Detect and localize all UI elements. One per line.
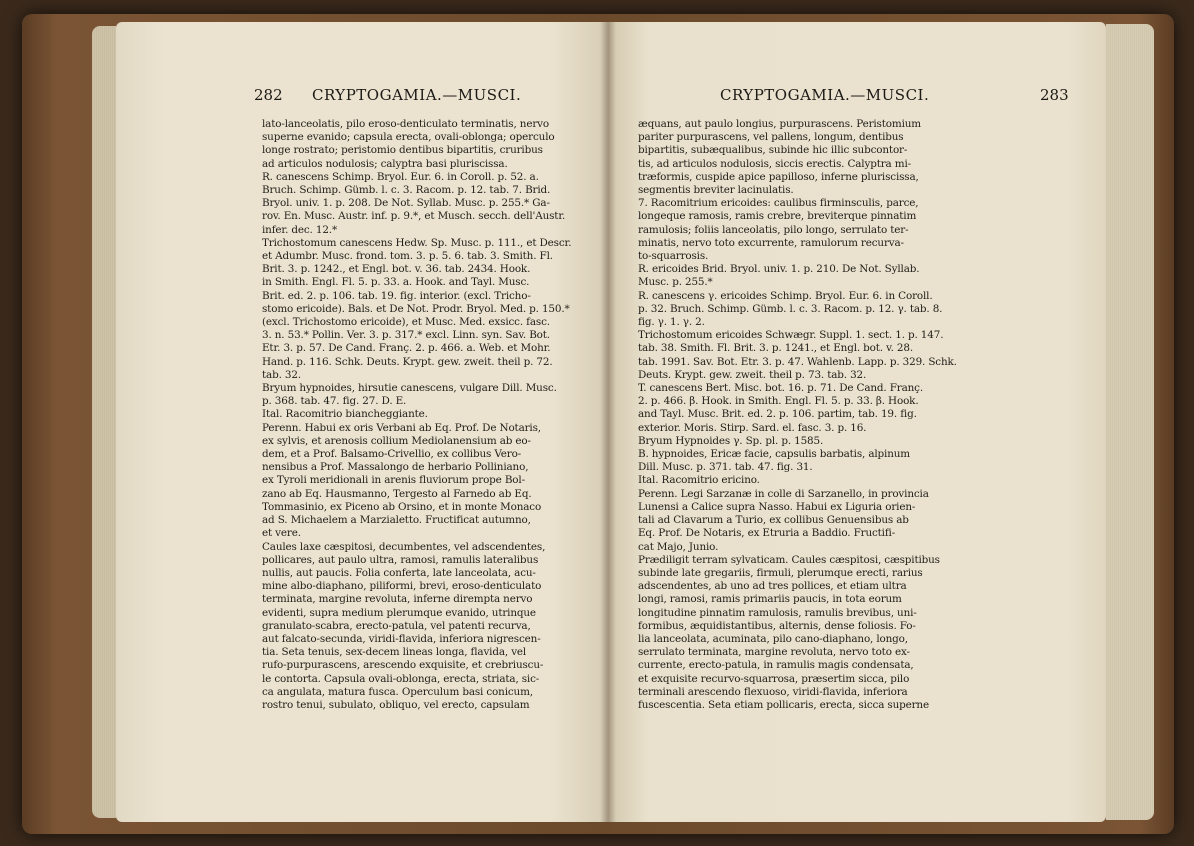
text-line: nensibus a Prof. Massalongo de herbario Polliniano, [262,461,529,474]
text-line: Ital. Racomitrio biancheggiante. [262,408,428,421]
text-line: T. canescens Bert. Misc. bot. 16. p. 71. De Cand. Franç. [638,382,924,395]
text-line: et exquisite recurvo-squarrosa, præsertim sicca, pilo [638,672,910,685]
text-line: Caules laxe cæspitosi, decumbentes, vel adscendentes, [262,540,546,553]
text-line: fig. γ. 1. γ. 2. [638,316,705,329]
text-line: æquans, aut paulo longius, purpurascens. Peristomium [638,118,921,130]
text-line: 2. p. 466. β. Hook. in Smith. Engl. Fl. 5. p. 33. β. Hook. [638,395,919,408]
left-page [116,22,608,822]
text-line: formibus, æquidistantibus, alternis, dense foliosis. Fo- [638,619,916,632]
text-line: Trichostomum canescens Hedw. Sp. Musc. p. 111., et Descr. [262,236,572,249]
text-line: lato-lanceolatis, pilo eroso-denticulato terminatis, nervo [262,118,549,130]
text-line: R. canescens γ. ericoides Schimp. Bryol. Eur. 6. in Coroll. [638,289,933,302]
text-line: tis, ad articulos nodulosis, siccis erectis. Calyptra mi- [638,157,911,170]
text-line: Eq. Prof. De Notaris, ex Etruria a Baddio. Fructifi- [638,527,896,540]
text-line: granulato-scabra, erecto-patula, vel patenti recurva, [262,619,531,632]
text-line: terminali arescendo flexuoso, viridi-flavida, inferiora [638,685,908,698]
text-line: træformis, cuspide apice papilloso, inferne pluriscissa, [638,170,919,183]
text-line: Bruch. Schimp. Gümb. l. c. 3. Racom. p. 12. tab. 7. Brid. [262,184,551,197]
text-line: R. canescens Schimp. Bryol. Eur. 6. in Coroll. p. 52. a. [262,170,539,183]
text-line: tab. 38. Smith. Fl. Brit. 3. p. 1241., et Engl. bot. v. 28. [638,342,913,355]
page-edges-right [1106,24,1154,820]
text-line: Brit. 3. p. 1242., et Engl. bot. v. 36. tab. 2434. Hook. [262,263,531,276]
text-line: R. ericoides Brid. Bryol. univ. 1. p. 210. De Not. Syllab. [638,263,920,276]
text-line: mine albo-diaphano, piliformi, brevi, eroso-denticulato [262,580,542,593]
text-line: (excl. Trichostomo ericoide), et Musc. Med. exsicc. fasc. [262,316,550,329]
text-line: infer. dec. 12.* [262,223,337,236]
text-line: Tommasinio, ex Piceno ab Orsino, et in monte Monaco [262,500,542,513]
text-line: cat Majo, Junio. [638,540,719,553]
text-line: Perenn. Habui ex oris Verbani ab Eq. Prof. De Notaris, [262,421,541,434]
text-line: aut falcato-secunda, viridi-flavida, inferiora nigrescen- [262,632,541,645]
text-line: ex sylvis, et arenosis collium Mediolanensium ab eo- [262,434,531,447]
running-head-right: CRYPTOGAMIA.—MUSCI. [720,86,930,104]
text-line: p. 368. tab. 47. fig. 27. D. E. [262,395,407,408]
text-line: currente, erecto-patula, in ramulis magis condensata, [638,659,914,672]
running-head-left: CRYPTOGAMIA.—MUSCI. [312,86,522,104]
text-line: Lunensi a Calice supra Nasso. Habui ex Liguria orien- [638,500,916,513]
open-book [22,14,1174,834]
text-line: Perenn. Legi Sarzanæ in colle di Sarzanello, in provincia [638,487,929,500]
text-line: Dill. Musc. p. 371. tab. 47. fig. 31. [638,461,813,474]
text-line: stomo ericoide). Bals. et De Not. Prodr. Bryol. Med. p. 150.* [262,302,570,315]
text-line: ramulosis; foliis lanceolatis, pilo longo, serrulato ter- [638,223,909,236]
text-line: adscendentes, ab uno ad tres pollices, et etiam ultra [638,580,907,593]
text-line: Hand. p. 116. Schk. Deuts. Krypt. gew. zweit. theil p. 72. [262,355,553,368]
text-line: longitudine pinnatim ramulosis, ramulis brevibus, uni- [638,606,917,619]
right-page-text [638,118,957,712]
page-number-left: 282 [254,86,283,104]
text-line: Ital. Racomitrio ericino. [638,474,760,487]
text-line: minatis, nervo toto excurrente, ramulorum recurva- [638,236,904,249]
text-line: Musc. p. 255.* [638,276,713,289]
text-line: nullis, aut paucis. Folia conferta, late lanceolata, acu- [262,566,536,579]
text-line: fuscescentia. Seta etiam pollicaris, erecta, sicca superne [638,698,929,711]
text-line: longe rostrato; peristomio dentibus bipartitis, cruribus [262,144,543,157]
text-line: ex Tyroli meridionali in arenis fluviorum prope Bol- [262,474,525,487]
text-line: 7. Racomitrium ericoides: caulibus firminsculis, parce, [638,197,919,210]
right-page [608,22,1106,822]
page-number-right: 283 [1040,86,1069,104]
text-line: tab. 32. [262,368,301,381]
text-line: dem, et a Prof. Balsamo-Crivellio, ex collibus Vero- [262,448,522,461]
text-line: lia lanceolata, acuminata, pilo cano-diaphano, longo, [638,632,908,645]
text-line: zano ab Eq. Hausmanno, Tergesto al Farnedo ab Eq. [262,487,532,500]
text-line: to-squarrosis. [638,250,709,263]
text-line: tali ad Clavarum a Turio, ex collibus Genuensibus ab [638,514,909,527]
text-line: in Smith. Engl. Fl. 5. p. 33. a. Hook. and Tayl. Musc. [262,276,530,289]
text-line: superne evanido; capsula erecta, ovali-oblonga; operculo [262,131,555,144]
text-line: ad articulos nodulosis; calyptra basi pluriscissa. [262,157,508,170]
text-line: exterior. Moris. Stirp. Sard. el. fasc. 3. p. 16. [638,421,867,434]
text-line: et vere. [262,527,301,540]
text-line: Etr. 3. p. 57. De Cand. Franç. 2. p. 466. a. Web. et Mohr. [262,342,551,355]
text-line: longeque ramosis, ramis crebre, breviterque pinnatim [638,210,917,223]
text-line: subinde late gregariis, firmuli, plerumque erecti, rarius [638,566,923,579]
text-line: bipartitis, subæqualibus, subinde hic illic subcontor- [638,144,908,157]
text-line: tab. 1991. Sav. Bot. Etr. 3. p. 47. Wahlenb. Lapp. p. 329. Schk. [638,355,957,368]
text-line: le contorta. Capsula ovali-oblonga, erecta, striata, sic- [262,672,540,685]
text-line: rostro tenui, subulato, obliquo, vel erecto, capsulam [262,698,530,711]
book-gutter [600,22,616,822]
text-line: Prædiligit terram sylvaticam. Caules cæspitosi, cæspitibus [638,553,940,566]
text-line: pariter purpurascens, vel pallens, longum, dentibus [638,131,904,144]
text-line: terminata, margine revoluta, inferne dirempta nervo [262,593,533,606]
text-line: 3. n. 53.* Pollin. Ver. 3. p. 317.* excl. Linn. syn. Sav. Bot. [262,329,550,342]
text-line: tia. Seta tenuis, sex-decem lineas longa, flavida, vel [262,646,527,659]
text-line: Bryol. univ. 1. p. 208. De Not. Syllab. Musc. p. 255.* Ga- [262,197,550,210]
text-line: Trichostomum ericoides Schwægr. Suppl. 1. sect. 1. p. 147. [638,329,944,342]
text-line: Brit. ed. 2. p. 106. tab. 19. fig. interior. (excl. Tricho- [262,289,531,302]
text-line: Bryum Hypnoides γ. Sp. pl. p. 1585. [638,434,824,447]
text-line: rov. En. Musc. Austr. inf. p. 9.*, et Musch. secch. dell'Austr. [262,210,566,223]
text-line: longi, ramosi, ramis primariis paucis, in tota eorum [638,593,902,606]
text-line: ca angulata, matura fusca. Operculum basi conicum, [262,685,533,698]
text-line: ad S. Michaelem a Marzialetto. Fructificat autumno, [262,514,531,527]
text-line: and Tayl. Musc. Brit. ed. 2. p. 106. partim, tab. 19. fig. [638,408,917,421]
text-line: Bryum hypnoides, hirsutie canescens, vulgare Dill. Musc. [262,382,557,395]
left-page-text [262,118,571,712]
text-line: et Adumbr. Musc. frond. tom. 3. p. 5. 6. tab. 3. Smith. Fl. [262,250,553,263]
text-line: B. hypnoides, Ericæ facie, capsulis barbatis, alpinum [638,448,911,461]
text-line: serrulato terminata, margine revoluta, nervo toto ex- [638,646,910,659]
text-line: segmentis breviter lacinulatis. [638,184,794,197]
text-line: evidenti, supra medium plerumque evanido, utrinque [262,606,536,619]
text-line: Deuts. Krypt. gew. zweit. theil p. 73. tab. 32. [638,368,867,381]
text-line: rufo-purpurascens, arescendo exquisite, et crebriuscu- [262,659,544,672]
text-line: p. 32. Bruch. Schimp. Gümb. l. c. 3. Racom. p. 12. γ. tab. 8. [638,302,943,315]
text-line: pollicares, aut paulo ultra, ramosi, ramulis lateralibus [262,553,539,566]
page-edges-left [92,26,116,818]
